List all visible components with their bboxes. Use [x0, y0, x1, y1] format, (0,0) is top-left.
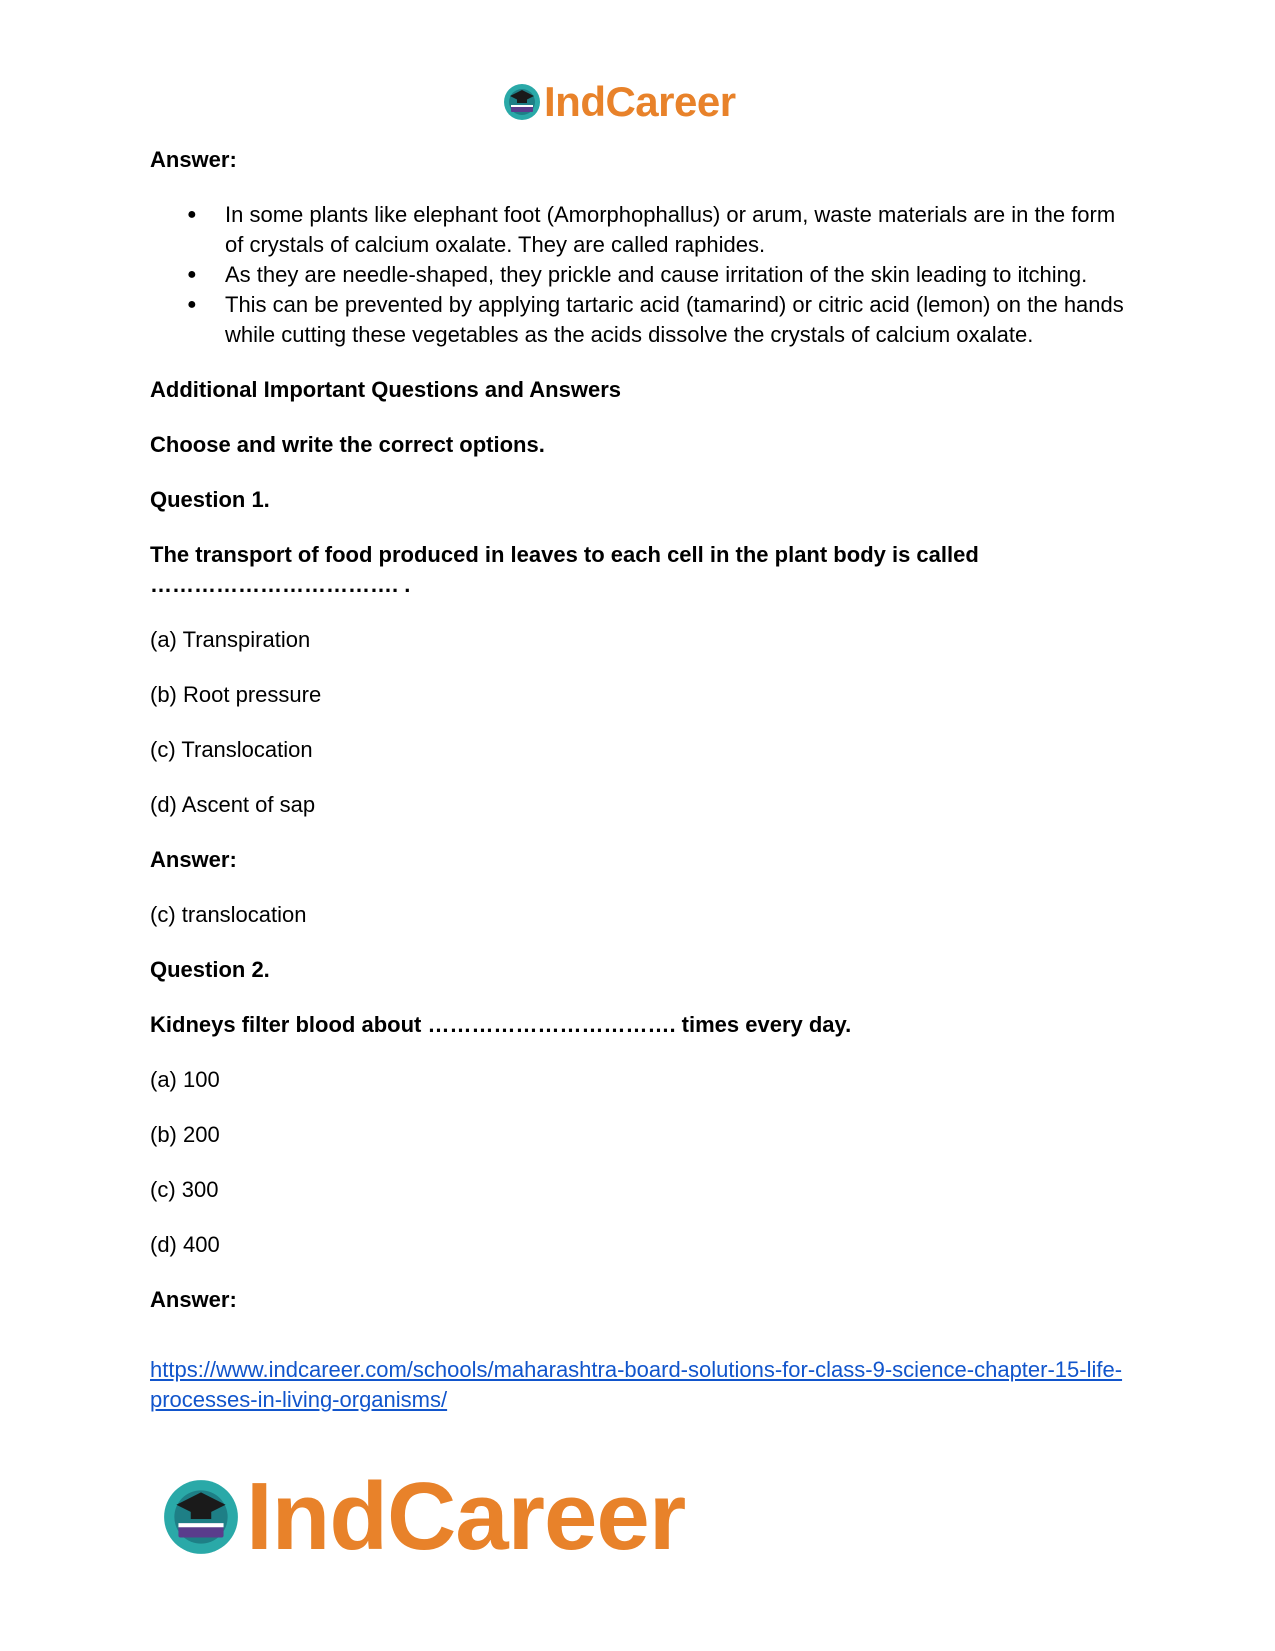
- document-body: [150, 145, 1130, 1415]
- question-2-label: Question 2.: [150, 957, 270, 982]
- header-logo: [502, 78, 736, 126]
- instruction-text: Choose and write the correct options.: [150, 432, 545, 457]
- list-item: ● In some plants like elephant foot (Amorphophallus) or arum, waste materials are in the form of crystals of calcium oxalate. They are called raphides.: [187, 202, 1116, 257]
- logo-wordmark: IndCareer: [544, 78, 736, 125]
- option-d: (d) Ascent of sap: [150, 792, 316, 817]
- question-2-text: Kidneys filter blood about ……………………………. times every day.: [150, 1012, 852, 1037]
- option-c: (c) 300: [150, 1177, 219, 1202]
- logo-wordmark: IndCareer: [246, 1463, 686, 1570]
- source-link[interactable]: https://www.indcareer.com/schools/maharashtra-board-solutions-for-class-9-science-chapter-15-life-processes-in-living-organisms/: [150, 1357, 1123, 1412]
- bullet-icon: ●: [187, 296, 197, 313]
- option-a: (a) Transpiration: [150, 627, 311, 652]
- section-heading: Additional Important Questions and Answers: [150, 377, 622, 402]
- answer-label: Answer:: [150, 147, 237, 172]
- question-1-text: The transport of food produced in leaves to each cell in the plant body is called ……………………………. .: [150, 542, 979, 597]
- option-c: (c) Translocation: [150, 737, 313, 762]
- answer-label: Answer:: [150, 1287, 237, 1312]
- option-b: (b) Root pressure: [150, 682, 322, 707]
- graduation-cap-book-icon: [160, 1476, 242, 1558]
- list-item: ● This can be prevented by applying tartaric acid (tamarind) or citric acid (lemon) on the hands while cutting these vegetables as the acids dissolve the crystals of calcium oxalate.: [187, 292, 1124, 347]
- option-d: (d) 400: [150, 1232, 220, 1257]
- option-a: (a) 100: [150, 1067, 220, 1092]
- question-1-label: Question 1.: [150, 487, 270, 512]
- list-item: ● As they are needle-shaped, they prickle and cause irritation of the skin leading to itching.: [225, 260, 1130, 290]
- bullet-icon: ●: [187, 206, 197, 223]
- bullet-icon: ●: [187, 266, 197, 283]
- graduation-cap-book-icon: [502, 82, 542, 122]
- answer-text: (c) translocation: [150, 902, 307, 927]
- answer-bullet-list: [150, 200, 1130, 350]
- answer-label: Answer:: [150, 847, 237, 872]
- footer-logo: [160, 1462, 685, 1572]
- option-b: (b) 200: [150, 1122, 220, 1147]
